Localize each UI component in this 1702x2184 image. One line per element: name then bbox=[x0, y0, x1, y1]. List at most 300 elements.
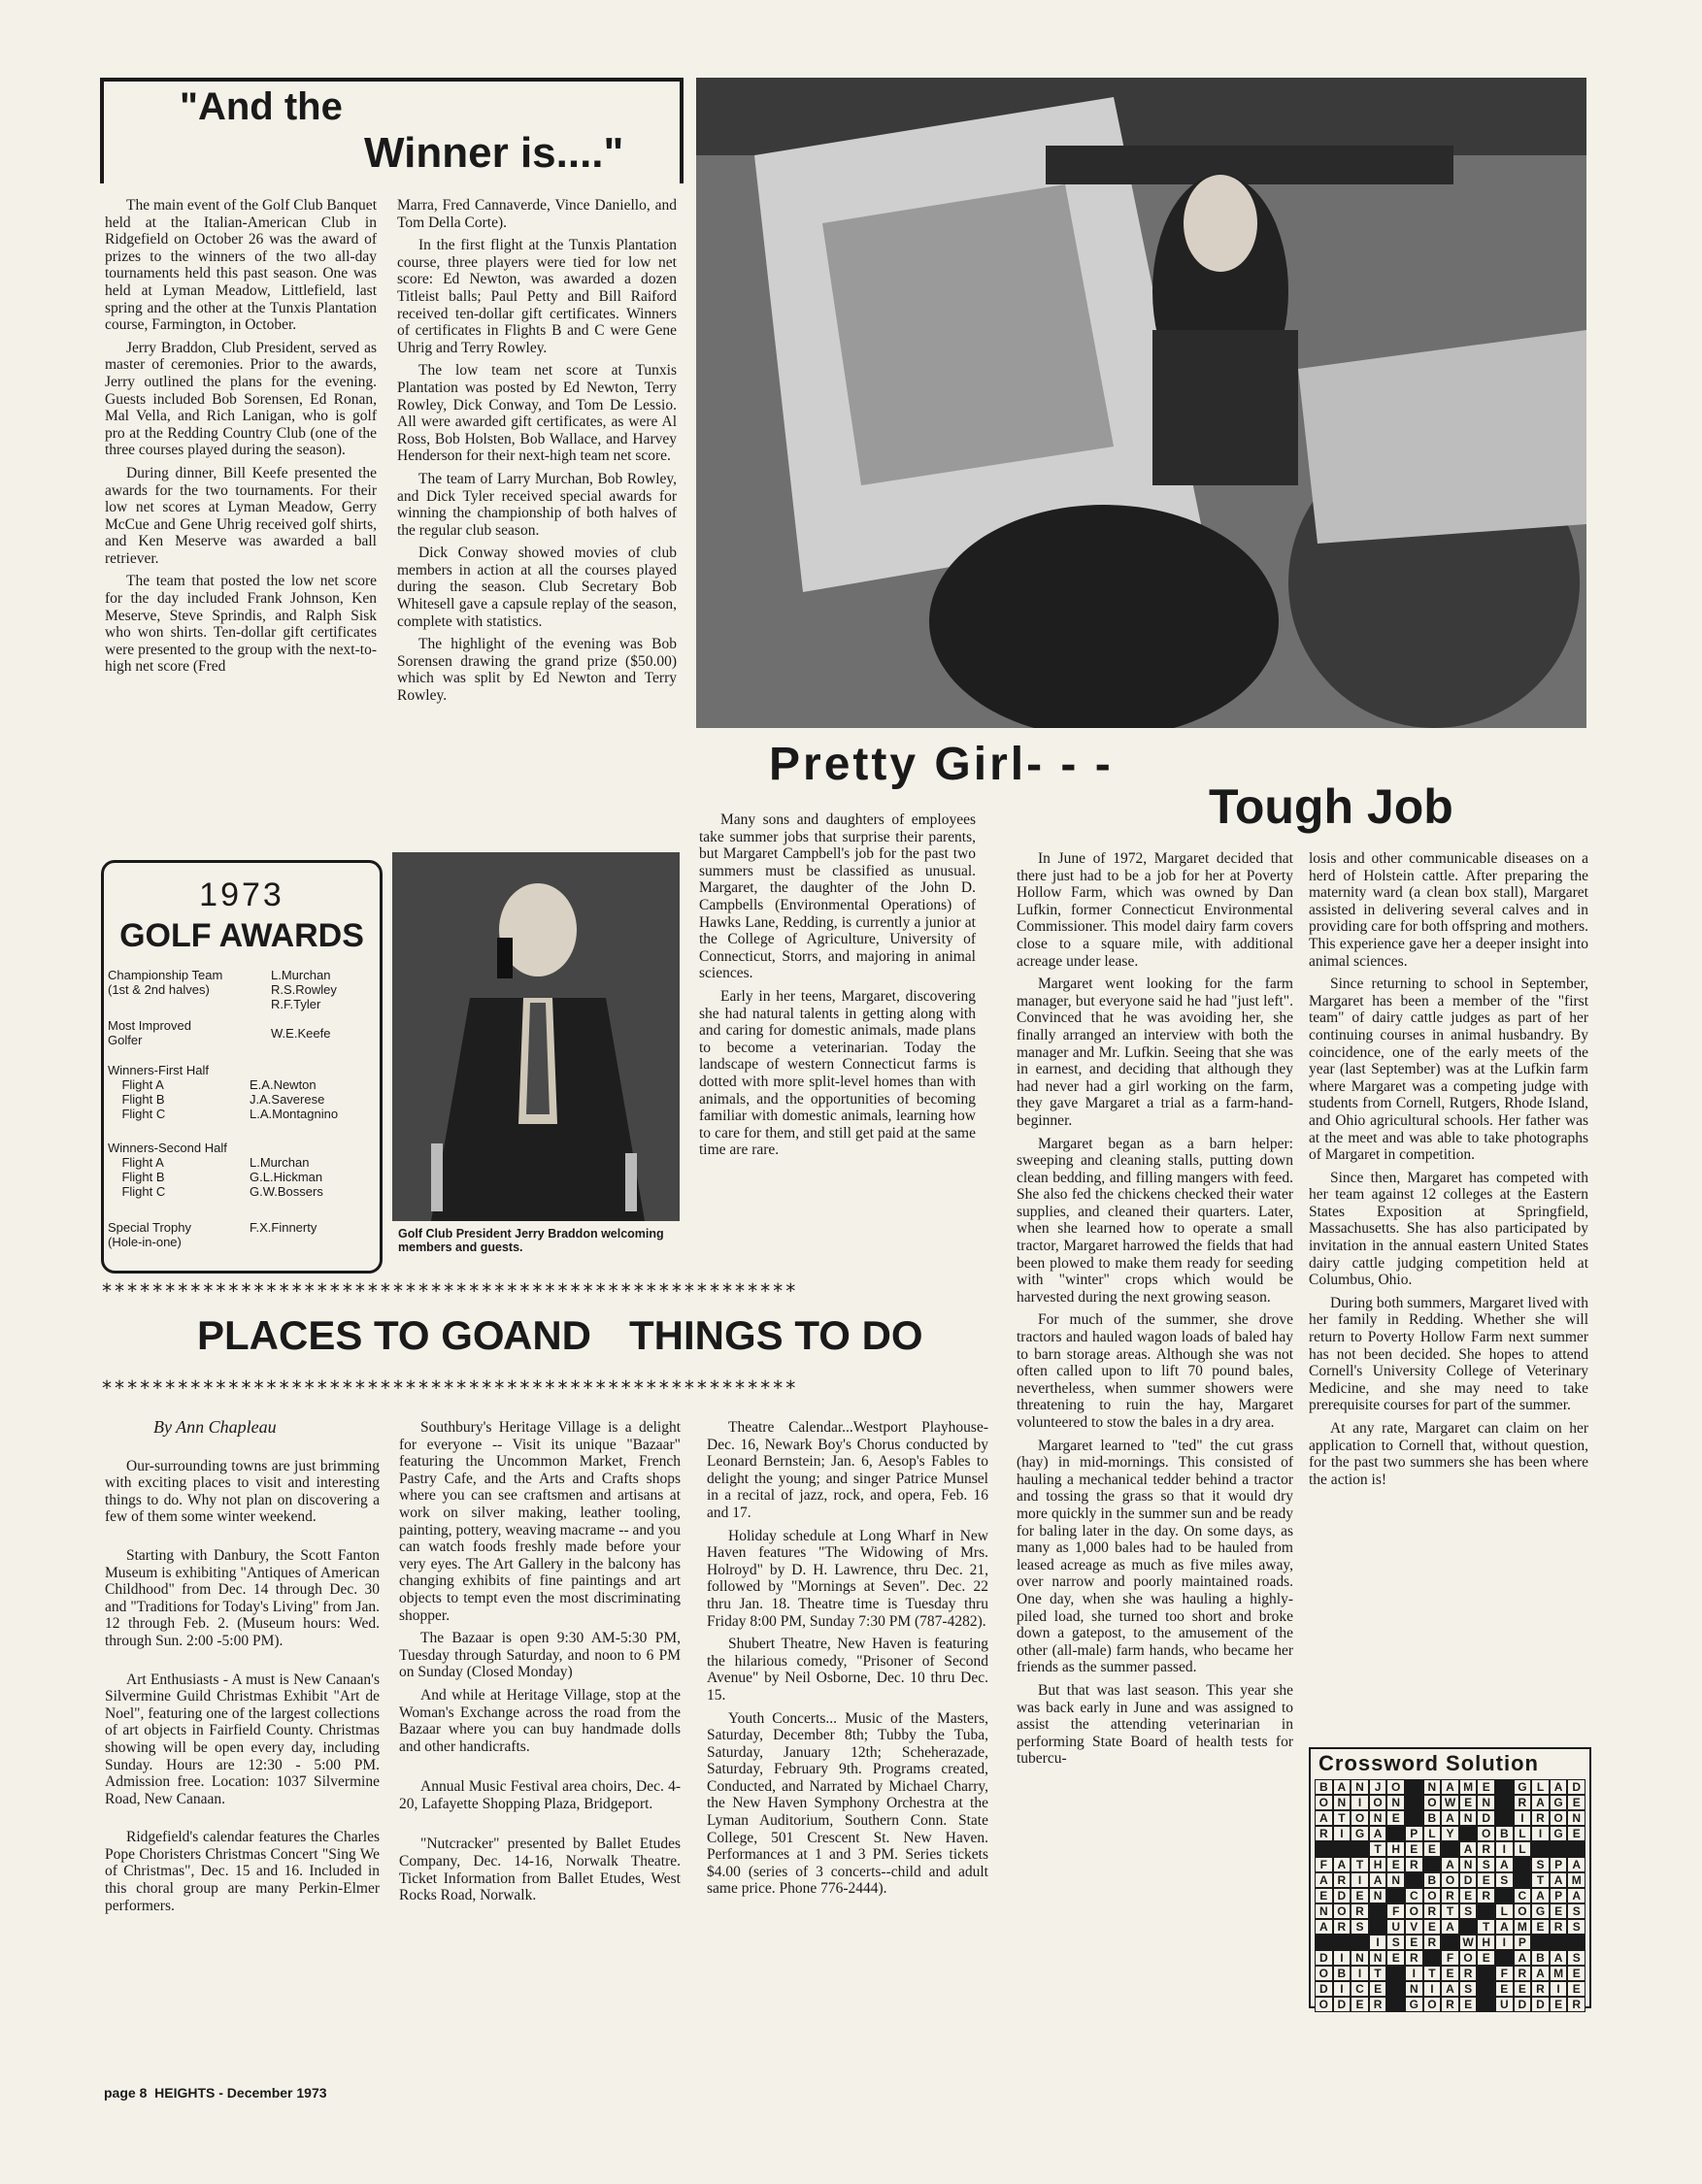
crossword-cell: R bbox=[1550, 1919, 1568, 1935]
crossword-cell: O bbox=[1315, 1997, 1333, 2012]
crossword-cell: M bbox=[1567, 1872, 1585, 1888]
pretty-column-1 bbox=[699, 811, 976, 1165]
crossword-cell: T bbox=[1423, 1966, 1442, 1981]
crossword-solution bbox=[1309, 1747, 1591, 2011]
crossword-cell: I bbox=[1550, 1981, 1568, 1997]
crossword-cell: A bbox=[1550, 1872, 1568, 1888]
paragraph: During both summers, Margaret lived with her family in Redding. Whether she will return to Poverty Hollow Farm next summer has not been decided. She hopes to attend Cornell's University College of Veterinary Medicine, and she may need to take prerequisite courses for part of the summer. bbox=[1309, 1294, 1588, 1414]
crossword-cell: R bbox=[1423, 1903, 1442, 1919]
places-column-3 bbox=[707, 1419, 988, 1903]
crossword-cell: U bbox=[1386, 1919, 1405, 1935]
byline: By Ann Chapleau bbox=[153, 1417, 277, 1437]
places-column-2 bbox=[399, 1419, 681, 1910]
crossword-cell: S bbox=[1459, 1981, 1478, 1997]
crossword-cell: D bbox=[1315, 1950, 1333, 1966]
crossword-black-cell bbox=[1477, 1966, 1495, 1981]
crossword-cell: R bbox=[1405, 1950, 1423, 1966]
award-label: Most Improved Golfer bbox=[108, 1018, 191, 1047]
crossword-title: Crossword Solution bbox=[1318, 1751, 1539, 1775]
crossword-black-cell bbox=[1423, 1857, 1442, 1872]
crossword-cell: N bbox=[1405, 1981, 1423, 1997]
crossword-cell: R bbox=[1531, 1981, 1550, 1997]
crossword-cell: L bbox=[1514, 1841, 1532, 1857]
paragraph: Since returning to school in September, Margaret has been a member of the "first team" of dairy cattle judges as part of her continuing courses in animal husbandry. By coincidence, one of the early meets of the year (last September) was at the Lufkin farm where Margaret was a competing judge with students from Cornell, Rutgers, Rhode Island, and Ohio agricultural schools. Her father was at the meet and was able to take photographs of Margaret in competition. bbox=[1309, 976, 1588, 1164]
crossword-cell: A bbox=[1495, 1919, 1514, 1935]
places-title-a: PLACES TO GO bbox=[197, 1312, 505, 1358]
crossword-cell: R bbox=[1459, 1966, 1478, 1981]
crossword-black-cell bbox=[1423, 1950, 1442, 1966]
paragraph: During dinner, Bill Keefe presented the awards for the two tournaments. For their low net scores at Lyman Meadow, Gerry McCue and Gene Uhrig received golf shirts, and Ken Meserve was awarded a ball retriever. bbox=[105, 464, 377, 567]
crossword-cell: N bbox=[1369, 1950, 1387, 1966]
paragraph: Our-surrounding towns are just brimming with exciting places to visit and interesting things to do. Why not plan on discovering a few of them some winter weekend. bbox=[105, 1457, 380, 1526]
crossword-black-cell bbox=[1333, 1841, 1352, 1857]
crossword-black-cell bbox=[1495, 1779, 1514, 1795]
crossword-black-cell bbox=[1495, 1950, 1514, 1966]
crossword-cell: R bbox=[1477, 1888, 1495, 1903]
crossword-black-cell bbox=[1459, 1919, 1478, 1935]
crossword-grid bbox=[1315, 1779, 1585, 2011]
crossword-cell: E bbox=[1567, 1826, 1585, 1841]
crossword-cell: E bbox=[1477, 1950, 1495, 1966]
paragraph: The highlight of the evening was Bob Sorensen drawing the grand prize ($50.00) which was split by Ed Newton and Terry Rowley. bbox=[397, 636, 677, 705]
crossword-cell: B bbox=[1423, 1810, 1442, 1826]
crossword-cell: G bbox=[1531, 1903, 1550, 1919]
places-title-c: THINGS TO DO bbox=[629, 1312, 923, 1358]
crossword-cell: L bbox=[1514, 1826, 1532, 1841]
crossword-black-cell bbox=[1514, 1872, 1532, 1888]
crossword-cell: A bbox=[1315, 1810, 1333, 1826]
crossword-cell: E bbox=[1459, 1888, 1478, 1903]
crossword-cell: O bbox=[1550, 1810, 1568, 1826]
paragraph: The low team net score at Tunxis Plantation was posted by Ed Newton, Terry Rowley, Dick Conway, and Tom De Lessio. All were awarded gift certificates, as were Al Ross, Bob Holsten, Bob Wallace, and Harvey Henderson for their next-high team net score. bbox=[397, 362, 677, 465]
crossword-cell: A bbox=[1333, 1857, 1352, 1872]
paragraph: Since then, Margaret has competed with her team against 12 colleges at the Eastern States Exposition at Springfield, Massachusetts. She has also participated by invitation in the annual eastern United States dairy cattle judging competition held at Columbus, Ohio. bbox=[1309, 1169, 1588, 1289]
crossword-cell: R bbox=[1423, 1935, 1442, 1950]
crossword-cell: N bbox=[1369, 1810, 1387, 1826]
crossword-cell: I bbox=[1423, 1981, 1442, 1997]
crossword-cell: B bbox=[1495, 1826, 1514, 1841]
paragraph: Art Enthusiasts - A must is New Canaan's Silvermine Guild Christmas Exhibit "Art de Noel", featuring one of the largest collections of art objects in Fairfield County. Christmas showing will be open every day, including Sunday. Hours are 12:30 - 5:00 PM. Admission free. Location: 1037 Silvermine Road, New Canaan. bbox=[105, 1671, 380, 1807]
braddon-photo bbox=[392, 852, 680, 1221]
crossword-cell: G bbox=[1514, 1779, 1532, 1795]
crossword-cell: R bbox=[1405, 1857, 1423, 1872]
crossword-black-cell bbox=[1550, 1841, 1568, 1857]
crossword-cell: V bbox=[1405, 1919, 1423, 1935]
crossword-cell: A bbox=[1315, 1919, 1333, 1935]
crossword-cell: T bbox=[1477, 1919, 1495, 1935]
award-value: F.X.Finnerty bbox=[250, 1220, 317, 1235]
crossword-cell: E bbox=[1423, 1841, 1442, 1857]
crossword-cell: E bbox=[1386, 1950, 1405, 1966]
pretty-column-3 bbox=[1309, 850, 1588, 1494]
paragraph: Marra, Fred Cannaverde, Vince Daniello, and Tom Della Corte). bbox=[397, 197, 677, 231]
crossword-cell: D bbox=[1333, 1888, 1352, 1903]
crossword-cell: R bbox=[1351, 1903, 1369, 1919]
crossword-black-cell bbox=[1531, 1935, 1550, 1950]
crossword-cell: E bbox=[1514, 1981, 1532, 1997]
crossword-cell: C bbox=[1514, 1888, 1532, 1903]
crossword-cell: E bbox=[1441, 1966, 1459, 1981]
crossword-black-cell bbox=[1369, 1919, 1387, 1935]
crossword-cell: A bbox=[1441, 1779, 1459, 1795]
crossword-black-cell bbox=[1495, 1888, 1514, 1903]
award-value: L.Murchan R.S.Rowley R.F.Tyler bbox=[271, 968, 337, 1011]
crossword-cell: O bbox=[1405, 1903, 1423, 1919]
crossword-black-cell bbox=[1441, 1841, 1459, 1857]
crossword-cell: G bbox=[1405, 1997, 1423, 2012]
crossword-cell: I bbox=[1369, 1935, 1387, 1950]
crossword-cell: R bbox=[1333, 1872, 1352, 1888]
crossword-cell: A bbox=[1441, 1857, 1459, 1872]
crossword-cell: E bbox=[1386, 1857, 1405, 1872]
photo-caption: Golf Club President Jerry Braddon welcoming members and guests. bbox=[398, 1227, 664, 1254]
crossword-cell: Y bbox=[1441, 1826, 1459, 1841]
crossword-cell: A bbox=[1333, 1779, 1352, 1795]
crossword-cell: E bbox=[1567, 1981, 1585, 1997]
crossword-cell: S bbox=[1531, 1857, 1550, 1872]
crossword-cell: D bbox=[1514, 1997, 1532, 2012]
crossword-cell: R bbox=[1333, 1919, 1352, 1935]
crossword-cell: R bbox=[1369, 1997, 1387, 2012]
paragraph: Shubert Theatre, New Haven is featuring the hilarious comedy, "Prisoner of Second Avenue" by Neil Osborne, Dec. 10 thru Dec. 15. bbox=[707, 1636, 988, 1704]
crossword-cell: E bbox=[1423, 1919, 1442, 1935]
award-value: W.E.Keefe bbox=[271, 1026, 331, 1041]
crossword-cell: O bbox=[1386, 1779, 1405, 1795]
awards-year: 1973 bbox=[199, 877, 284, 913]
crossword-cell: S bbox=[1495, 1872, 1514, 1888]
crossword-cell: E bbox=[1369, 1981, 1387, 1997]
crossword-black-cell bbox=[1459, 1826, 1478, 1841]
paragraph: The team of Larry Murchan, Bob Rowley, and Dick Tyler received special awards for winning the championship of both halves of the regular club season. bbox=[397, 470, 677, 539]
crossword-cell: R bbox=[1531, 1810, 1550, 1826]
paragraph: At any rate, Margaret can claim on her application to Cornell that, without question, for the past two summers she has been where the action is! bbox=[1309, 1420, 1588, 1488]
crossword-cell: N bbox=[1477, 1795, 1495, 1810]
crossword-cell: L bbox=[1495, 1903, 1514, 1919]
tractor-illustration bbox=[696, 78, 1586, 728]
award-label: Winners-First Half Flight A Flight B Flight C bbox=[108, 1063, 210, 1121]
crossword-cell: I bbox=[1514, 1810, 1532, 1826]
crossword-cell: S bbox=[1567, 1950, 1585, 1966]
crossword-cell: B bbox=[1423, 1872, 1442, 1888]
crossword-cell: A bbox=[1550, 1950, 1568, 1966]
crossword-cell: S bbox=[1386, 1935, 1405, 1950]
paragraph: Southbury's Heritage Village is a delight for everyone -- Visit its unique "Bazaar" featuring the Uncommon Market, French Pastry Cafe, and the Arts and Crafts shops where you can see craftsmen and artisans at work on silver making, leather tooling, painting, pottery, weaving macrame -- and you can watch foods freshly made before your very eyes. The Art Gallery in the balcony has changing exhibits of fine paintings and art objects to tempt even the most discriminating shopper. bbox=[399, 1419, 681, 1624]
crossword-cell: E bbox=[1351, 1997, 1369, 2012]
crossword-cell: F bbox=[1386, 1903, 1405, 1919]
paragraph: In June of 1972, Margaret decided that there just had to be a job for her at Poverty Hollow Farm, which was owned by Dan Lufkin, former Connecticut Environmental Commissioner. This model dairy farm covers close to a square mile, with additional acreage under lease. bbox=[1017, 850, 1293, 970]
award-value: E.A.Newton J.A.Saverese L.A.Montagnino bbox=[250, 1077, 339, 1121]
crossword-cell: E bbox=[1477, 1872, 1495, 1888]
crossword-cell: I bbox=[1333, 1950, 1352, 1966]
crossword-cell: B bbox=[1333, 1966, 1352, 1981]
crossword-cell: N bbox=[1423, 1779, 1442, 1795]
crossword-cell: M bbox=[1550, 1966, 1568, 1981]
crossword-cell: N bbox=[1567, 1810, 1585, 1826]
places-title-b: AND bbox=[503, 1312, 591, 1358]
crossword-cell: E bbox=[1459, 1997, 1478, 2012]
paragraph: Annual Music Festival area choirs, Dec. 4-20, Lafayette Shopping Plaza, Bridgeport. bbox=[399, 1778, 681, 1812]
crossword-cell: P bbox=[1405, 1826, 1423, 1841]
crossword-cell: D bbox=[1333, 1997, 1352, 2012]
golf-title-box bbox=[100, 78, 684, 183]
crossword-cell: R bbox=[1477, 1841, 1495, 1857]
golf-awards-box bbox=[101, 860, 383, 1274]
award-label: Championship Team (1st & 2nd halves) bbox=[108, 968, 223, 997]
crossword-cell: O bbox=[1423, 1888, 1442, 1903]
crossword-black-cell bbox=[1514, 1857, 1532, 1872]
crossword-black-cell bbox=[1369, 1903, 1387, 1919]
crossword-cell: B bbox=[1315, 1779, 1333, 1795]
crossword-cell: S bbox=[1477, 1857, 1495, 1872]
crossword-cell: O bbox=[1441, 1872, 1459, 1888]
paragraph: Margaret began as a barn helper: sweeping and cleaning stalls, putting down clean bedding, and filling mangers with feed. She also fed the chickens checked their water supplies, and cleaned their quarters. Later, when she learned how to operate a small tractor, Margaret harrowed the fields that had been plowed to make them ready for seeding with "winter" crops which would be harvested during the next growing season. bbox=[1017, 1135, 1293, 1306]
crossword-cell: O bbox=[1315, 1795, 1333, 1810]
crossword-cell: R bbox=[1441, 1997, 1459, 2012]
crossword-black-cell bbox=[1405, 1779, 1423, 1795]
crossword-cell: I bbox=[1351, 1966, 1369, 1981]
crossword-cell: M bbox=[1514, 1919, 1532, 1935]
crossword-cell: N bbox=[1459, 1810, 1478, 1826]
crossword-cell: H bbox=[1369, 1857, 1387, 1872]
crossword-cell: A bbox=[1315, 1872, 1333, 1888]
paragraph: "Nutcracker" presented by Ballet Etudes Company, Dec. 14-16, Norwalk Theatre. Ticket Information from Ballet Etudes, West Rocks Road, Norwalk. bbox=[399, 1836, 681, 1904]
crossword-cell: P bbox=[1514, 1935, 1532, 1950]
crossword-cell: E bbox=[1405, 1935, 1423, 1950]
crossword-cell: L bbox=[1531, 1779, 1550, 1795]
crossword-black-cell bbox=[1351, 1935, 1369, 1950]
crossword-cell: W bbox=[1441, 1795, 1459, 1810]
crossword-black-cell bbox=[1477, 1903, 1495, 1919]
crossword-cell: R bbox=[1441, 1888, 1459, 1903]
paragraph: For much of the summer, she drove tractors and hauled wagon loads of baled hay to barn storage areas. Although she was not often called upon to lift 70 pound bales, nevertheless, when summer showers were threatening to ruin the hay, Margaret volunteered to stow the bales in a dry area. bbox=[1017, 1311, 1293, 1431]
crossword-cell: T bbox=[1369, 1966, 1387, 1981]
paragraph: Margaret went looking for the farm manager, but everyone said he had "just left". Convinced that he was avoiding her, she finally arranged an interview with both the manager and Mr. Lufkin. Seeing that she was in earnest, and deciding that although they had never had a girl working on the farm, they gave Margaret a trial as a farm-hand-beginner. bbox=[1017, 976, 1293, 1129]
crossword-cell: E bbox=[1495, 1981, 1514, 1997]
crossword-cell: C bbox=[1405, 1888, 1423, 1903]
crossword-cell: O bbox=[1477, 1826, 1495, 1841]
crossword-cell: A bbox=[1550, 1779, 1568, 1795]
crossword-black-cell bbox=[1386, 1966, 1405, 1981]
crossword-black-cell bbox=[1495, 1810, 1514, 1826]
paragraph: Jerry Braddon, Club President, served as master of ceremonies. Prior to the awards, Jerry outlined the plans for the evening. Guests included Bob Sorensen, Ed Ronan, Mal Vella, and Rich Lanigan, who is golf pro at the Redding Country Club (one of the three courses played during the season). bbox=[105, 339, 377, 459]
crossword-cell: C bbox=[1351, 1981, 1369, 1997]
crossword-cell: G bbox=[1550, 1795, 1568, 1810]
crossword-cell: I bbox=[1495, 1841, 1514, 1857]
crossword-black-cell bbox=[1477, 1997, 1495, 2012]
crossword-black-cell bbox=[1333, 1935, 1352, 1950]
crossword-black-cell bbox=[1386, 1997, 1405, 2012]
crossword-black-cell bbox=[1315, 1841, 1333, 1857]
crossword-cell: N bbox=[1351, 1779, 1369, 1795]
crossword-cell: A bbox=[1441, 1810, 1459, 1826]
paragraph: Ridgefield's calendar features the Charles Pope Choristers Christmas Concert "Sing We of Christmas", Dec. 15 and 16. Included in this choral group are many Perkin-Elmer performers. bbox=[105, 1829, 380, 1914]
crossword-cell: I bbox=[1495, 1935, 1514, 1950]
crossword-cell: O bbox=[1423, 1997, 1442, 2012]
crossword-cell: S bbox=[1351, 1919, 1369, 1935]
crossword-cell: E bbox=[1531, 1919, 1550, 1935]
crossword-cell: E bbox=[1477, 1779, 1495, 1795]
crossword-cell: A bbox=[1567, 1888, 1585, 1903]
crossword-cell: A bbox=[1369, 1872, 1387, 1888]
crossword-cell: J bbox=[1369, 1779, 1387, 1795]
crossword-black-cell bbox=[1441, 1935, 1459, 1950]
crossword-cell: I bbox=[1351, 1872, 1369, 1888]
crossword-cell: E bbox=[1459, 1795, 1478, 1810]
crossword-cell: A bbox=[1531, 1888, 1550, 1903]
crossword-cell: N bbox=[1369, 1888, 1387, 1903]
crossword-black-cell bbox=[1386, 1888, 1405, 1903]
crossword-cell: I bbox=[1351, 1795, 1369, 1810]
crossword-cell: N bbox=[1459, 1857, 1478, 1872]
award-label: Special Trophy (Hole-in-one) bbox=[108, 1220, 191, 1249]
crossword-cell: O bbox=[1423, 1795, 1442, 1810]
crossword-cell: E bbox=[1315, 1888, 1333, 1903]
golf-column-1 bbox=[105, 197, 377, 681]
pretty-column-2 bbox=[1017, 850, 1293, 1773]
crossword-cell: E bbox=[1567, 1966, 1585, 1981]
crossword-cell: A bbox=[1567, 1857, 1585, 1872]
crossword-cell: D bbox=[1459, 1872, 1478, 1888]
pretty-title-a: Pretty Girl- - - bbox=[769, 739, 1114, 790]
crossword-cell: O bbox=[1459, 1950, 1478, 1966]
paragraph: The team that posted the low net score for the day included Frank Johnson, Ken Meserve, Steve Sprindis, and Ralph Sisk who won shirts. Ten-dollar gift certificates were presented to the group with the next-to-high net score (Fred bbox=[105, 573, 377, 676]
crossword-black-cell bbox=[1351, 1841, 1369, 1857]
paragraph: The main event of the Golf Club Banquet held at the Italian-American Club in Ridgefield on October 26 was the award of prizes to the winners of the two all-day tournaments held this past season. One was held at Lyman Meadow, Littlefield, last spring and the other at the Tunxis Plantation course, Farmington, in October. bbox=[105, 197, 377, 334]
crossword-cell: A bbox=[1514, 1950, 1532, 1966]
crossword-cell: A bbox=[1441, 1919, 1459, 1935]
paragraph: And while at Heritage Village, stop at the Woman's Exchange across the road from the Bazaar where you can buy handmade dolls and other handicrafts. bbox=[399, 1686, 681, 1755]
paragraph: The Bazaar is open 9:30 AM-5:30 PM, Tuesday through Saturday, and noon to 6 PM on Sunday (Closed Monday) bbox=[399, 1630, 681, 1681]
crossword-black-cell bbox=[1386, 1981, 1405, 1997]
crossword-cell: I bbox=[1333, 1981, 1352, 1997]
crossword-cell: T bbox=[1351, 1857, 1369, 1872]
crossword-cell: A bbox=[1441, 1981, 1459, 1997]
crossword-cell: D bbox=[1315, 1981, 1333, 1997]
star-rule-top: ******************************************************* bbox=[101, 1279, 798, 1303]
crossword-black-cell bbox=[1405, 1872, 1423, 1888]
tractor-photo bbox=[696, 78, 1586, 728]
golf-title-line2: Winner is...." bbox=[364, 129, 624, 177]
crossword-cell: U bbox=[1495, 1997, 1514, 2012]
crossword-cell: A bbox=[1459, 1841, 1478, 1857]
crossword-cell: I bbox=[1531, 1826, 1550, 1841]
golf-column-2 bbox=[397, 197, 677, 711]
paragraph: Many sons and daughters of employees take summer jobs that surprise their parents, but Margaret Campbell's job for the past two summers must be classified as unusual. Margaret, the daughter of the John D. Campbells (Environmental Operations) of Hawks Lane, Redding, is currently a junior at the College of Agriculture, University of Connecticut, Storrs, and majoring in animal sciences. bbox=[699, 811, 976, 982]
crossword-cell: F bbox=[1495, 1966, 1514, 1981]
crossword-cell: E bbox=[1567, 1795, 1585, 1810]
crossword-cell: G bbox=[1351, 1826, 1369, 1841]
crossword-black-cell bbox=[1405, 1795, 1423, 1810]
crossword-cell: D bbox=[1477, 1810, 1495, 1826]
crossword-cell: H bbox=[1386, 1841, 1405, 1857]
paragraph: But that was last season. This year she was back early in June and was assigned to assist the attending veterinarian in performing State Board of health tests for tubercu- bbox=[1017, 1681, 1293, 1768]
crossword-cell: D bbox=[1567, 1779, 1585, 1795]
crossword-cell: F bbox=[1441, 1950, 1459, 1966]
paragraph: Dick Conway showed movies of club members in action at all the courses played during the season. Club Secretary Bob Whitesell gave a capsule replay of the season, complete with statistics. bbox=[397, 545, 677, 630]
award-label: Winners-Second Half Flight A Flight B Flight C bbox=[108, 1141, 227, 1199]
crossword-cell: O bbox=[1315, 1966, 1333, 1981]
pretty-title-b: Tough Job bbox=[1209, 779, 1453, 834]
crossword-cell: O bbox=[1369, 1795, 1387, 1810]
crossword-cell: D bbox=[1531, 1997, 1550, 2012]
paragraph: Early in her teens, Margaret, discovering she had natural talents in getting along with and caring for domestic animals, made plans to become a veterinarian. Today the landscape of western Connecticut farms is dotted with more split-level homes than with animals, and the opportunities of becoming familiar with domestic animals, learning how to care for them, and still get paid at the same time are rare. bbox=[699, 987, 976, 1159]
paragraph: Youth Concerts... Music of the Masters, Saturday, December 8th; Tubby the Tuba, Saturday, January 12th; Scheherazade, Saturday, February 9th. Programs created, Conducted, and Narrated by Michael Charry, the New Haven Symphony Orchestra at the Lyman Auditorium, Southern Conn. State College, 501 Crescent St. New Haven. Performances at 1 and 3 PM. Series tickets $4.00 (series of 3 concerts--child and adult same price. Phone 776-2444). bbox=[707, 1709, 988, 1898]
crossword-cell: P bbox=[1550, 1857, 1568, 1872]
crossword-black-cell bbox=[1531, 1841, 1550, 1857]
crossword-cell: G bbox=[1550, 1826, 1568, 1841]
paragraph: Margaret learned to "ted" the cut grass (hay) in mid-mornings. This consisted of hauling a mechanical tedder behind a tractor and tossing the grass so that it would dry more quickly in the summer sun and be ready for baling later in the day. On some days, as many as 1,000 bales had to be hauled from leased acreage as much as five miles away, over narrow and poorly maintained roads. One day, when she was hauling a highly-piled load, she turned too short and broke down a gatepost, to the amusement of the other (all-male) farm hands, who became her friends as the summer passed. bbox=[1017, 1437, 1293, 1676]
crossword-cell: E bbox=[1550, 1997, 1568, 2012]
crossword-cell: N bbox=[1333, 1795, 1352, 1810]
golf-title-line1: "And the bbox=[180, 85, 343, 128]
crossword-cell: T bbox=[1333, 1810, 1352, 1826]
crossword-cell: R bbox=[1514, 1795, 1532, 1810]
crossword-cell: B bbox=[1531, 1950, 1550, 1966]
crossword-cell: F bbox=[1315, 1857, 1333, 1872]
crossword-cell: N bbox=[1351, 1950, 1369, 1966]
crossword-black-cell bbox=[1386, 1826, 1405, 1841]
page-footer: page 8 HEIGHTS - December 1973 bbox=[104, 2085, 327, 2101]
crossword-cell: N bbox=[1386, 1872, 1405, 1888]
crossword-black-cell bbox=[1477, 1981, 1495, 1997]
star-rule-bottom: ******************************************************* bbox=[101, 1376, 798, 1400]
crossword-cell: A bbox=[1531, 1795, 1550, 1810]
crossword-cell: E bbox=[1550, 1903, 1568, 1919]
crossword-cell: P bbox=[1550, 1888, 1568, 1903]
crossword-cell: R bbox=[1567, 1997, 1585, 2012]
crossword-black-cell bbox=[1550, 1935, 1568, 1950]
crossword-cell: T bbox=[1531, 1872, 1550, 1888]
crossword-cell: M bbox=[1459, 1779, 1478, 1795]
award-value: L.Murchan G.L.Hickman G.W.Bossers bbox=[250, 1155, 323, 1199]
crossword-cell: T bbox=[1441, 1903, 1459, 1919]
crossword-cell: S bbox=[1567, 1919, 1585, 1935]
paragraph: In the first flight at the Tunxis Plantation course, three players were tied for low net score: Ed Newton, was awarded a dozen Titleist balls; Paul Petty and Bill Raiford received ten-dollar gift certificates. Winners of certificates in Flights B and C were Gene Uhrig and Terry Rowley. bbox=[397, 237, 677, 356]
crossword-cell: R bbox=[1315, 1826, 1333, 1841]
crossword-cell: L bbox=[1423, 1826, 1442, 1841]
crossword-cell: A bbox=[1369, 1826, 1387, 1841]
crossword-cell: W bbox=[1459, 1935, 1478, 1950]
paragraph: Starting with Danbury, the Scott Fanton Museum is exhibiting "Antiques of American Childhood" from Dec. 14 through Dec. 30 and "Traditions for Today's Living" from Jan. 12 through Feb. 2. (Museum hours: Wed. through Sun. 2:00 -5:00 PM). bbox=[105, 1546, 380, 1649]
speaker-illustration bbox=[392, 852, 680, 1221]
crossword-black-cell bbox=[1567, 1935, 1585, 1950]
awards-title: GOLF AWARDS bbox=[119, 917, 364, 954]
crossword-cell: O bbox=[1333, 1903, 1352, 1919]
crossword-cell: E bbox=[1386, 1810, 1405, 1826]
crossword-cell: E bbox=[1405, 1841, 1423, 1857]
crossword-cell: S bbox=[1459, 1903, 1478, 1919]
crossword-cell: H bbox=[1477, 1935, 1495, 1950]
crossword-cell: A bbox=[1495, 1857, 1514, 1872]
crossword-black-cell bbox=[1315, 1935, 1333, 1950]
crossword-cell: O bbox=[1351, 1810, 1369, 1826]
paragraph: Holiday schedule at Long Wharf in New Haven features "The Widowing of Mrs. Holroyd" by D. H. Lawrence, thru Dec. 21, followed by "Mornings at Seven". Dec. 22 thru Jan. 18. Theatre time is Tuesday thru Friday 8:00 PM, Sunday 7:30 PM (787-4282). bbox=[707, 1527, 988, 1630]
crossword-cell: N bbox=[1315, 1903, 1333, 1919]
places-column-1 bbox=[105, 1419, 380, 1920]
crossword-cell: N bbox=[1386, 1795, 1405, 1810]
crossword-cell: S bbox=[1567, 1903, 1585, 1919]
crossword-cell: A bbox=[1531, 1966, 1550, 1981]
paragraph: Theatre Calendar...Westport Playhouse- Dec. 16, Newark Boy's Chorus conducted by Leonard Bernstein; Jan. 6, Aesop's Fables to delight the young; and singer Patrice Munsel in a recital of jazz, rock, and opera, Feb. 16 and 17. bbox=[707, 1419, 988, 1521]
crossword-cell: I bbox=[1405, 1966, 1423, 1981]
crossword-black-cell bbox=[1405, 1810, 1423, 1826]
crossword-cell: R bbox=[1514, 1966, 1532, 1981]
crossword-cell: O bbox=[1514, 1903, 1532, 1919]
crossword-cell: E bbox=[1351, 1888, 1369, 1903]
paragraph: losis and other communicable diseases on a herd of Holstein cattle. After preparing the maternity ward (a clean box stall), Margaret assisted in delivering several calves and in providing care for both offspring and mothers. This experience gave her a deeper insight into animal sciences. bbox=[1309, 850, 1588, 970]
crossword-cell: T bbox=[1369, 1841, 1387, 1857]
crossword-cell: I bbox=[1333, 1826, 1352, 1841]
